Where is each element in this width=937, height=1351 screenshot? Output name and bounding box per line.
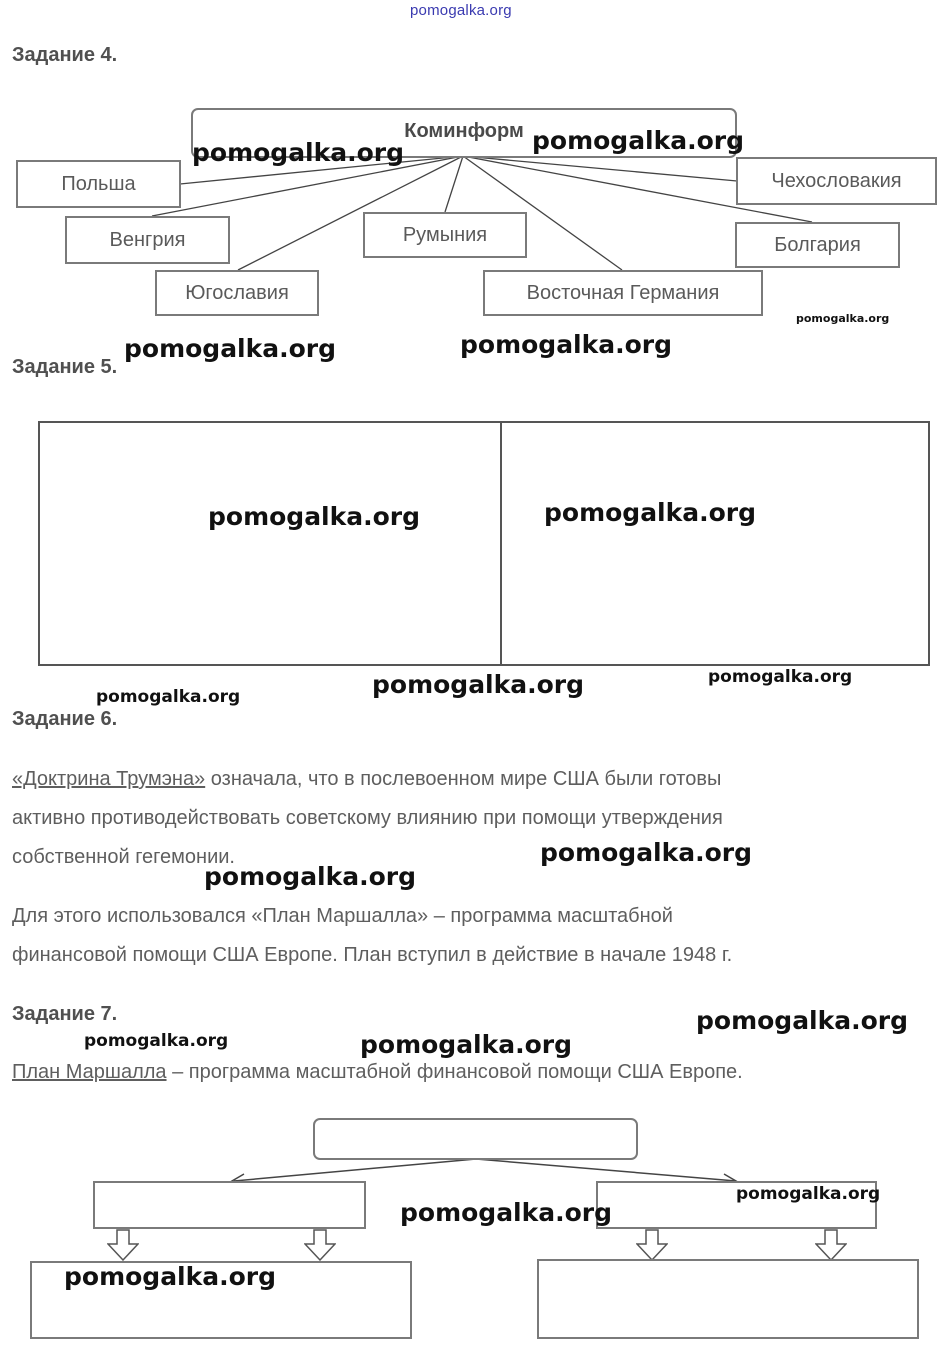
scheme-bottom-right-box	[537, 1259, 919, 1339]
down-arrow-left-2	[304, 1229, 336, 1261]
line-to-right-box	[476, 1159, 736, 1181]
country-label-romania: Румыния	[402, 223, 488, 246]
country-label-yugoslavia: Югославия	[185, 281, 289, 304]
watermark: pomogalka.org	[360, 1030, 573, 1059]
marshall-plan-link[interactable]: План Маршалла	[12, 1061, 167, 1083]
task6-p1-line3: собственной гегемонии.	[12, 846, 235, 868]
scheme-left-box	[93, 1181, 366, 1229]
watermark: pomogalka.org	[372, 670, 585, 699]
marshall-plan-top-box	[313, 1118, 638, 1160]
task4-heading: Задание 4.	[12, 44, 118, 66]
watermark: pomogalka.org	[208, 502, 421, 531]
country-label-east-germany: Восточная Германия	[526, 281, 720, 304]
watermark: pomogalka.org	[532, 126, 745, 155]
truman-doctrine-link[interactable]: «Доктрина Трумэна»	[12, 768, 206, 790]
watermark: pomogalka.org	[124, 334, 337, 363]
watermark: pomogalka.org	[736, 1184, 881, 1204]
down-arrow-right-2	[815, 1229, 847, 1261]
line-to-left-box	[234, 1159, 476, 1181]
watermark: pomogalka.org	[84, 1031, 229, 1051]
watermark: pomogalka.org	[204, 862, 417, 891]
country-label-czechoslovakia: Чехословакия	[771, 169, 902, 192]
country-label-bulgaria: Болгария	[774, 233, 861, 256]
watermark: pomogalka.org	[64, 1262, 277, 1291]
down-arrow-right-1	[636, 1229, 668, 1261]
watermark: pomogalka.org	[460, 330, 673, 359]
task6-heading: Задание 6.	[12, 708, 118, 730]
down-arrow-left-1	[107, 1229, 139, 1261]
watermark: pomogalka.org	[540, 838, 753, 867]
cominform-label: Коминформ	[404, 120, 524, 142]
task6-p1-line2: активно противодействовать советскому влиянию при помощи утверждения	[12, 807, 723, 829]
watermark: pomogalka.org	[96, 687, 241, 707]
task7-text: – программа масштабной финансовой помощи США Европе.	[166, 1061, 743, 1083]
site-url[interactable]: pomogalka.org	[410, 2, 512, 19]
task5-heading: Задание 5.	[12, 356, 118, 378]
watermark: pomogalka.org	[796, 312, 890, 325]
watermark: pomogalka.org	[696, 1006, 909, 1035]
watermark: pomogalka.org	[192, 138, 405, 167]
watermark: pomogalka.org	[544, 498, 757, 527]
country-label-poland: Польша	[61, 172, 136, 195]
task6-p2-line2: финансовой помощи США Европе. План вступил в действие в начале 1948 г.	[12, 944, 733, 966]
watermark: pomogalka.org	[708, 667, 853, 687]
task6-p2-line1: Для этого использовался «План Маршалла» – программа масштабной	[12, 905, 673, 927]
watermark: pomogalka.org	[400, 1198, 613, 1227]
task7-heading: Задание 7.	[12, 1003, 118, 1025]
country-label-hungary: Венгрия	[109, 228, 186, 251]
task6-p1-line1: означала, что в послевоенном мире США были готовы	[205, 768, 722, 790]
